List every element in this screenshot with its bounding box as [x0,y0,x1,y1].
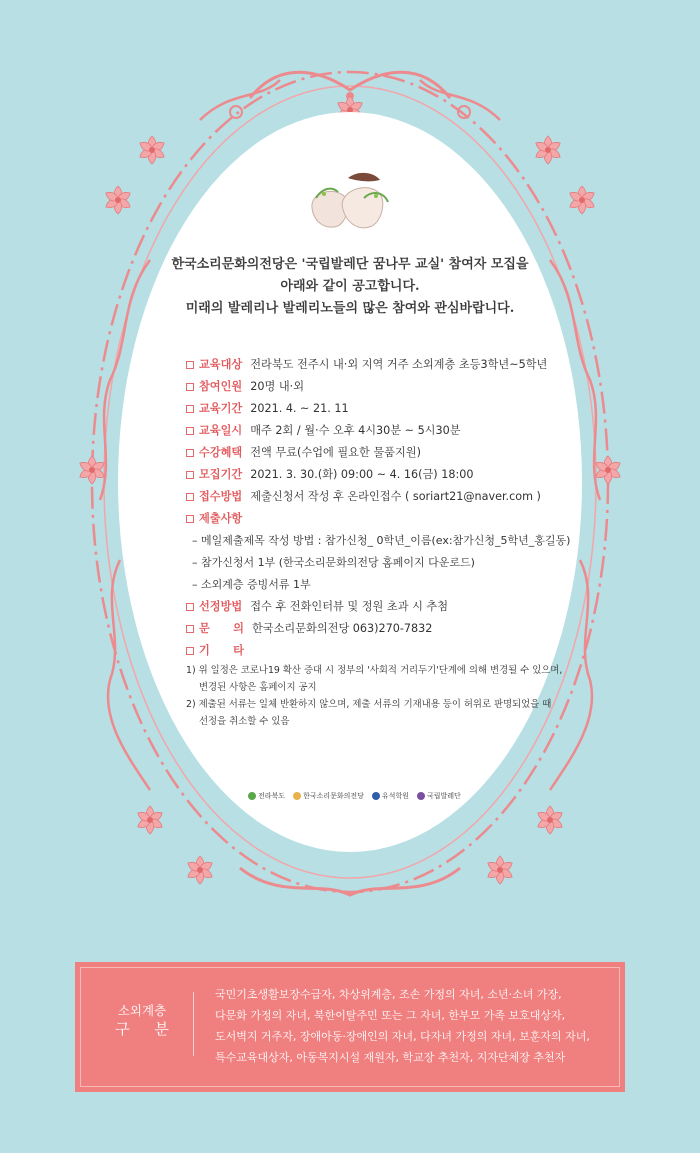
info-row-apply [186,486,586,508]
yuseok-logo-icon [372,792,380,800]
info-label: 수강혜택 [199,446,243,459]
etc-note [186,662,586,730]
logo-sori [293,791,364,801]
sponsor-logos [248,788,461,804]
panel-divider [193,992,194,1056]
panel-title-line: 소외계층 [117,1003,167,1018]
jeonbuk-logo-icon [248,792,256,800]
sori-logo-icon [293,792,301,800]
info-row-target [186,354,586,376]
etc-note-line: 변경된 사항은 홈페이지 공지 [199,682,317,693]
logo-text: 유석학원 [381,792,409,800]
info-label: 접수방법 [199,490,243,503]
info-value: 한국소리문화의전당 063)270-7832 [251,622,433,635]
logo-jeonbuk [248,791,285,801]
info-row-etc [186,640,586,662]
info-value: 전라북도 전주시 내·외 지역 거주 소외계층 초등3학년~5학년 [250,358,548,371]
intro-line: 아래와 같이 공고합니다. [280,279,420,294]
info-row-contact [186,618,586,640]
ballet-shoes-icon [302,168,398,238]
panel-title-line: 구 분 [115,1020,179,1038]
info-row-recruit [186,464,586,486]
submit-item: – 메일제출제목 작성 방법 : 참가신청_ 0학년_이름(ex:참가신청_5학년_홍길동) [192,534,571,547]
info-row-select [186,596,586,618]
etc-note-line: 2) 제출된 서류는 일체 반환하지 않으며, 제출 서류의 기재내용 등이 허위로 판명되었을 때 [186,699,552,710]
submit-item: – 소외계층 증빙서류 1부 [192,578,311,591]
logo-knb [417,791,461,801]
bullet-icon [186,383,194,391]
info-label: 참여인원 [199,380,243,393]
info-label: 기 타 [199,644,244,657]
logo-text: 한국소리문화의전당 [303,792,364,800]
intro-text [160,254,540,320]
info-value: 제출신청서 작성 후 온라인접수 ( soriart21@naver.com ) [250,490,541,503]
info-label: 선정방법 [199,600,243,613]
info-row-submit [186,508,586,530]
bullet-icon [186,493,194,501]
panel-line: 다문화 가정의 자녀, 북한이탈주민 또는 그 자녀, 한부모 가족 보호대상자, [215,1009,566,1022]
panel-title [97,1002,187,1038]
bullet-icon [186,471,194,479]
panel-line: 도서벽지 거주자, 장애아동·장애인의 자녀, 다자녀 가정의 자녀, 보훈자의 자녀, [215,1030,590,1043]
info-label: 교육대상 [199,358,243,371]
info-value: 접수 후 전화인터뷰 및 정원 초과 시 추첨 [250,600,449,613]
info-label: 교육일시 [199,424,243,437]
logo-text: 전라북도 [258,792,286,800]
info-value: 전액 무료(수업에 필요한 물품지원) [250,446,421,459]
bullet-icon [186,427,194,435]
intro-line: 미래의 발레리나 발레리노들의 많은 참여와 관심바랍니다. [185,301,515,316]
bullet-icon [186,361,194,369]
bullet-icon [186,449,194,457]
info-value: 2021. 4. ~ 21. 11 [250,402,349,415]
panel-line: 국민기초생활보장수급자, 차상위계층, 조손 가정의 자녀, 소년·소녀 가장, [215,988,562,1001]
etc-note-line: 선정을 취소할 수 있음 [199,716,290,727]
knb-logo-icon [417,792,425,800]
etc-note-line: 1) 위 일정은 코로나19 확산 증대 시 정부의 '사회적 거리두기'단계에 의해 변경될 수 있으며, [186,665,563,676]
info-row-benefit [186,442,586,464]
bullet-icon [186,515,194,523]
bullet-icon [186,405,194,413]
info-value: 매주 2회 / 월·수 오후 4시30분 ~ 5시30분 [250,424,461,437]
logo-yuseok [372,791,409,801]
info-label: 문 의 [199,622,244,635]
bullet-icon [186,603,194,611]
panel-text [215,984,590,1068]
info-row-period [186,398,586,420]
info-label: 교육기간 [199,402,243,415]
info-row-count [186,376,586,398]
info-label: 모집기간 [199,468,243,481]
bullet-icon [186,647,194,655]
submit-item: – 참가신청서 1부 (한국소리문화의전당 홈페이지 다운로드) [192,556,475,569]
info-value: 2021. 3. 30.(화) 09:00 ~ 4. 16(금) 18:00 [250,468,474,481]
info-list [186,354,586,730]
info-label: 제출사항 [199,512,243,525]
eligibility-panel [75,962,625,1092]
bullet-icon [186,625,194,633]
info-row-schedule [186,420,586,442]
info-value: 20명 내·외 [250,380,305,393]
logo-text: 국립발레단 [426,792,461,800]
intro-line: 한국소리문화의전당은 '국립발레단 꿈나무 교실' 참여자 모집을 [171,257,529,272]
panel-line: 특수교육대상자, 아동복지시설 재원자, 학교장 추천자, 지자단체장 추천자 [215,1051,566,1064]
